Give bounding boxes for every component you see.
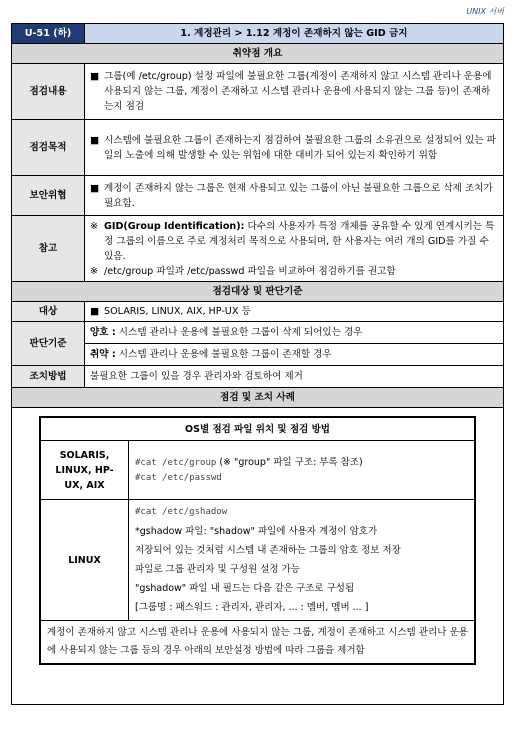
label-criteria: 판단기준 [12, 322, 85, 366]
gshadow-desc-3: 파일로 그룹 관리자 및 구성원 설정 가능 [135, 564, 300, 575]
note-mark: ※ [90, 265, 99, 277]
content-cell [85, 64, 504, 120]
gshadow-desc-1: *gshadow 파일: "shadow" 파일에 사용자 계정이 암호가 [135, 526, 378, 537]
case-title: OS별 점검 파일 위치 및 점검 방법 [41, 418, 475, 441]
case-box [39, 416, 476, 665]
criteria-good [85, 322, 504, 344]
gshadow-desc-2: 저장되어 있는 것처럼 시스템 내 존재하는 그룹의 암호 정보 저장 [135, 545, 401, 556]
good-text: 시스템 관리나 운용에 불필요한 그룹이 삭제 되어있는 경우 [118, 327, 363, 338]
gshadow-field-structure: [그룹명 : 패스워드 : 관리자, 관리자, ... : 멤버, 멤버 ... ] [135, 602, 369, 613]
cmd-cat-passwd: #cat /etc/passwd [135, 472, 222, 483]
os-solaris-group: SOLARIS, LINUX, HP-UX, AIX [41, 441, 129, 500]
label-action: 조치방법 [12, 366, 85, 388]
cmd-cat-group: #cat /etc/group [135, 457, 217, 468]
os2-commands [129, 500, 475, 621]
checklist-table-frame [11, 23, 503, 705]
action-text: 불필요한 그룹이 있을 경우 관리자와 검토하여 제거 [85, 366, 504, 388]
section-case: 점검 및 조치 사례 [12, 388, 504, 408]
case-footer-text: 계정이 존재하지 않고 시스템 관리나 운용에 사용되지 않는 그룹, 계정이 존재하고 시스템 관리나 운용에 사용되지 않는 그룹 등의 경우 아래의 보안설정 방법에 따라 그룹을 제거함 [41, 621, 475, 664]
bullet-icon: ■ [90, 134, 100, 146]
case-cell [12, 408, 504, 705]
cmd-cat-gshadow: #cat /etc/gshadow [135, 507, 228, 517]
target-text: SOLARIS, LINUX, AIX, HP-UX 등 [104, 306, 251, 317]
threat-text: 계정이 존재하지 않는 그룹은 현재 사용되고 있는 그룹이 아닌 불필요한 그룹으로 삭제 조치가 필요함. [104, 182, 493, 209]
reference-term: GID(Group Identification): [104, 220, 245, 232]
group-structure-note: (※ "group" 파일 구조: 부록 참조) [219, 456, 363, 468]
bullet-icon: ■ [90, 182, 100, 194]
bullet-icon: ■ [90, 71, 100, 82]
item-title: 1. 계정관리 > 1.12 계정이 존재하지 않는 GID 금지 [85, 24, 504, 44]
os-linux: LINUX [41, 500, 129, 621]
reference-text-1: 다수의 사용자가 특정 개체를 공유할 수 있게 연계시키는 특정 그룹의 이름으로 주로 계정처리 목적으로 사용되며, 한 사용자는 여러 개의 GID를 가질 수 있음. [104, 220, 495, 262]
document-header: UNIX 서버 [466, 7, 504, 16]
section-overview: 취약점 개요 [12, 44, 504, 64]
case-table [40, 417, 475, 664]
label-purpose: 점검목적 [12, 120, 85, 176]
good-label: 양호 : [90, 327, 116, 338]
label-content: 점검내용 [12, 64, 85, 120]
reference-text-2: /etc/group 파일과 /etc/passwd 파일을 비교하여 점검하기를 권고함 [104, 265, 396, 277]
bullet-icon: ■ [90, 306, 100, 317]
content-text: 그룹(예 /etc/group) 설정 파일에 불필요한 그룹(계정이 존재하지 않고 시스템 관리나 운용에 사용되지 않는 그룹, 계정이 존재하고 시스템 관리나 운용에 사용되지 않는 그룹 등)이 존재하는지 점검 [104, 71, 492, 112]
label-threat: 보안위협 [12, 176, 85, 216]
label-target: 대상 [12, 302, 85, 322]
purpose-cell [85, 120, 504, 176]
section-criteria: 점검대상 및 판단기준 [12, 282, 504, 302]
reference-cell [85, 216, 504, 282]
bad-text: 시스템 관리나 운용에 불필요한 그룹이 존재할 경우 [118, 349, 332, 360]
item-code: U-51 (하) [12, 24, 85, 44]
note-mark: ※ [90, 220, 99, 232]
criteria-bad [85, 344, 504, 366]
threat-cell [85, 176, 504, 216]
checklist-table [11, 23, 504, 705]
target-cell [85, 302, 504, 322]
gshadow-desc-4: "gshadow" 파일 내 필드는 다음 같은 구조로 구성됨 [135, 583, 355, 594]
bad-label: 취약 : [90, 349, 116, 360]
purpose-text: 시스템에 불필요한 그룹이 존재하는지 점검하여 불필요한 그룹의 소유권으로 설정되어 있는 파일의 노출에 의해 발생할 수 있는 위험에 대한 대비가 되어 있는지 확인하기 위함 [104, 134, 496, 161]
os1-commands [129, 441, 475, 500]
label-reference: 참고 [12, 216, 85, 282]
